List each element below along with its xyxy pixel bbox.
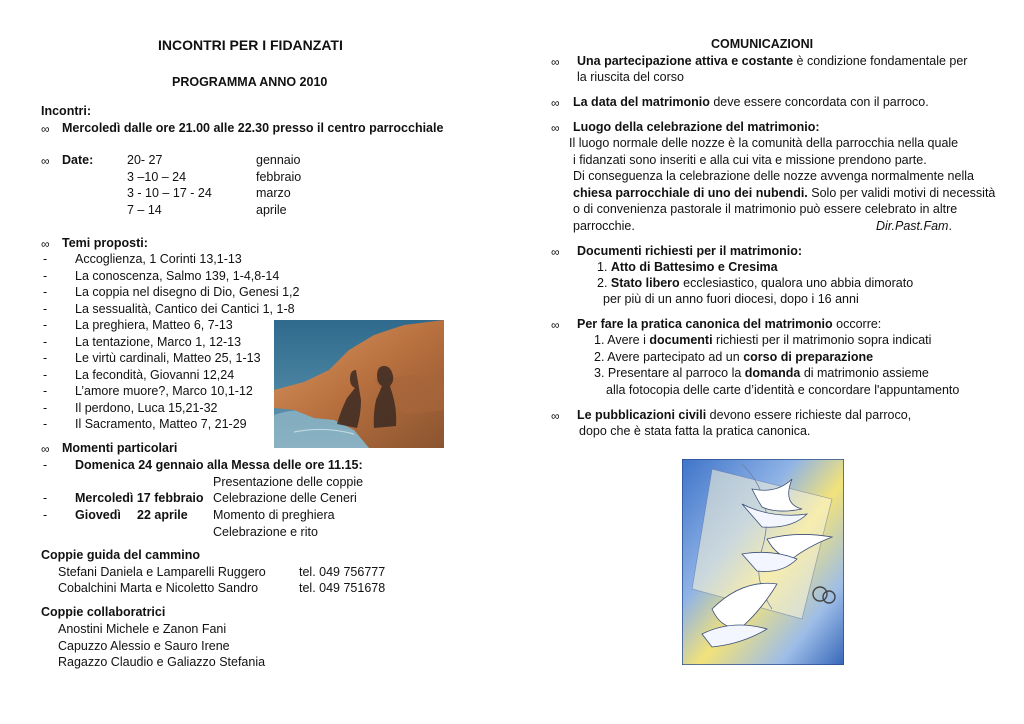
guida-tel: tel. 049 751678 [299,581,386,595]
tema-item: La coppia nel disegno di Dio, Genesi 1,2 [75,285,300,299]
collab-item: Capuzzo Alessio e Sauro Irene [58,639,230,653]
tema-item: La tentazione, Marco 1, 12-13 [75,335,242,349]
collab-heading: Coppie collaboratrici [41,605,166,619]
comunicazione-3-text: o di convenienza pastorale il matrimonio può essere celebrato in altre [573,202,958,216]
infinity-bullet-icon: ∞ [551,409,560,423]
dash-bullet: - [43,458,48,472]
momento-date: Mercoledì 17 febbraio [75,491,204,505]
comunicazione-5-heading: Per fare la pratica canonica del matrimonio occorre: [577,317,882,331]
date-days: 20- 27 [127,153,163,167]
guida-names: Cobalchini Marta e Nicoletto Sandro [58,581,259,595]
dash-bullet: - [43,491,48,505]
documento-item: 2. Stato libero ecclesiastico, qualora uno abbia dimorato [597,276,914,290]
momento-desc: Celebrazione e rito [213,525,318,539]
dash-bullet: - [43,269,48,283]
dash-bullet: - [43,302,48,316]
date-days: 3 - 10 – 17 - 24 [127,186,212,200]
dash-bullet: - [43,335,48,349]
guida-names: Stefani Daniela e Lamparelli Ruggero [58,565,266,579]
comunicazione-3-text: parrocchie. [573,219,635,233]
tema-item: La conoscenza, Salmo 139, 1-4,8-14 [75,269,280,283]
infinity-bullet-icon: ∞ [41,122,50,136]
tema-item: L’amore muore?, Marco 10,1-12 [75,384,253,398]
date-month: aprile [256,203,287,217]
tema-item: Il perdono, Luca 15,21-32 [75,401,218,415]
date-month: marzo [256,186,291,200]
momento-desc: Momento di preghiera [213,508,335,522]
comunicazione-3-text: Il luogo normale delle nozze è la comunità della parrocchia nella quale [569,136,959,150]
infinity-bullet-icon: ∞ [41,442,50,456]
comunicazione-6-cont: dopo che è stata fatta la pratica canonica. [579,424,811,438]
dash-bullet: - [43,417,48,431]
dash-bullet: - [43,252,48,266]
pratica-step: 1. Avere i documenti richiesti per il matrimonio sopra indicati [594,333,932,347]
program-subtitle: PROGRAMMA ANNO 2010 [172,75,328,89]
momenti-heading: Momenti particolari [62,441,178,455]
momento-day: Giovedì [75,508,121,522]
collab-item: Anostini Michele e Zanon Fani [58,622,227,636]
infinity-bullet-icon: ∞ [551,121,560,135]
collab-item: Ragazzo Claudio e Galiazzo Stefania [58,655,266,669]
dash-bullet: - [43,384,48,398]
infinity-bullet-icon: ∞ [41,154,50,168]
momento-desc: Presentazione delle coppie [213,475,364,489]
comunicazione-4-heading: Documenti richiesti per il matrimonio: [577,244,803,258]
tema-item: Il Sacramento, Matteo 7, 21-29 [75,417,247,431]
dash-bullet: - [43,351,48,365]
documento-item: 1. Atto di Battesimo e Cresima [597,260,778,274]
incontri-heading: Incontri: [41,104,91,118]
dash-bullet: - [43,401,48,415]
guida-tel: tel. 049 756777 [299,565,386,579]
comunicazione-3-text: chiesa parrocchiale di uno dei nubendi. Solo per validi motivi di necessità [573,186,996,200]
pratica-step-cont: alla fotocopia delle carte d’identità e concordare l'appuntamento [606,383,960,397]
date-month: febbraio [256,170,302,184]
comunicazione-3-heading: Luogo della celebrazione del matrimonio: [573,120,820,134]
pratica-step: 3. Presentare al parroco la domanda di matrimonio assieme [594,366,929,380]
couple-shadow-photo [274,320,444,448]
momento-date: 22 aprile [137,508,188,522]
dash-bullet: - [43,368,48,382]
comunicazione-1-cont: la riuscita del corso [577,70,684,84]
date-days: 3 –10 – 24 [127,170,187,184]
guida-heading: Coppie guida del cammino [41,548,201,562]
comunicazione-1: Una partecipazione attiva e costante è condizione fondamentale per [577,54,968,68]
temi-heading: Temi proposti: [62,236,148,250]
doves-illustration [682,459,844,665]
comunicazione-2: La data del matrimonio deve essere concordata con il parroco. [573,95,929,109]
momento-desc: Celebrazione delle Ceneri [213,491,357,505]
tema-item: Accoglienza, 1 Corinti 13,1-13 [75,252,242,266]
infinity-bullet-icon: ∞ [551,318,560,332]
infinity-bullet-icon: ∞ [551,245,560,259]
date-month: gennaio [256,153,301,167]
date-days: 7 – 14 [127,203,162,217]
dash-bullet: - [43,508,48,522]
comunicazione-3-text: i fidanzati sono inseriti e alla cui vita e missione prendono parte. [573,153,927,167]
comunicazione-6: Le pubblicazioni civili devono essere richieste dal parroco, [577,408,912,422]
page-title: INCONTRI PER I FIDANZATI [158,37,343,53]
incontri-item: Mercoledì dalle ore 21.00 alle 22.30 presso il centro parrocchiale [62,121,444,135]
comunicazioni-title: COMUNICAZIONI [711,37,814,51]
comunicazione-3-text: Di conseguenza la celebrazione delle nozze avvenga normalmente nella [573,169,974,183]
source-reference: Dir.Past.Fam. [876,219,952,233]
tema-item: Le virtù cardinali, Matteo 25, 1-13 [75,351,261,365]
momento-date: Domenica 24 gennaio alla Messa delle ore 11.15: [75,458,363,472]
pratica-step: 2. Avere partecipato ad un corso di preparazione [594,350,874,364]
tema-item: La sessualità, Cantico dei Cantici 1, 1-8 [75,302,295,316]
infinity-bullet-icon: ∞ [41,237,50,251]
date-label: Date: [62,153,94,167]
infinity-bullet-icon: ∞ [551,55,560,69]
tema-item: La fecondità, Giovanni 12,24 [75,368,235,382]
dash-bullet: - [43,318,48,332]
infinity-bullet-icon: ∞ [551,96,560,110]
tema-item: La preghiera, Matteo 6, 7-13 [75,318,233,332]
dash-bullet: - [43,285,48,299]
documento-item-cont: per più di un anno fuori diocesi, dopo i 16 anni [603,292,859,306]
